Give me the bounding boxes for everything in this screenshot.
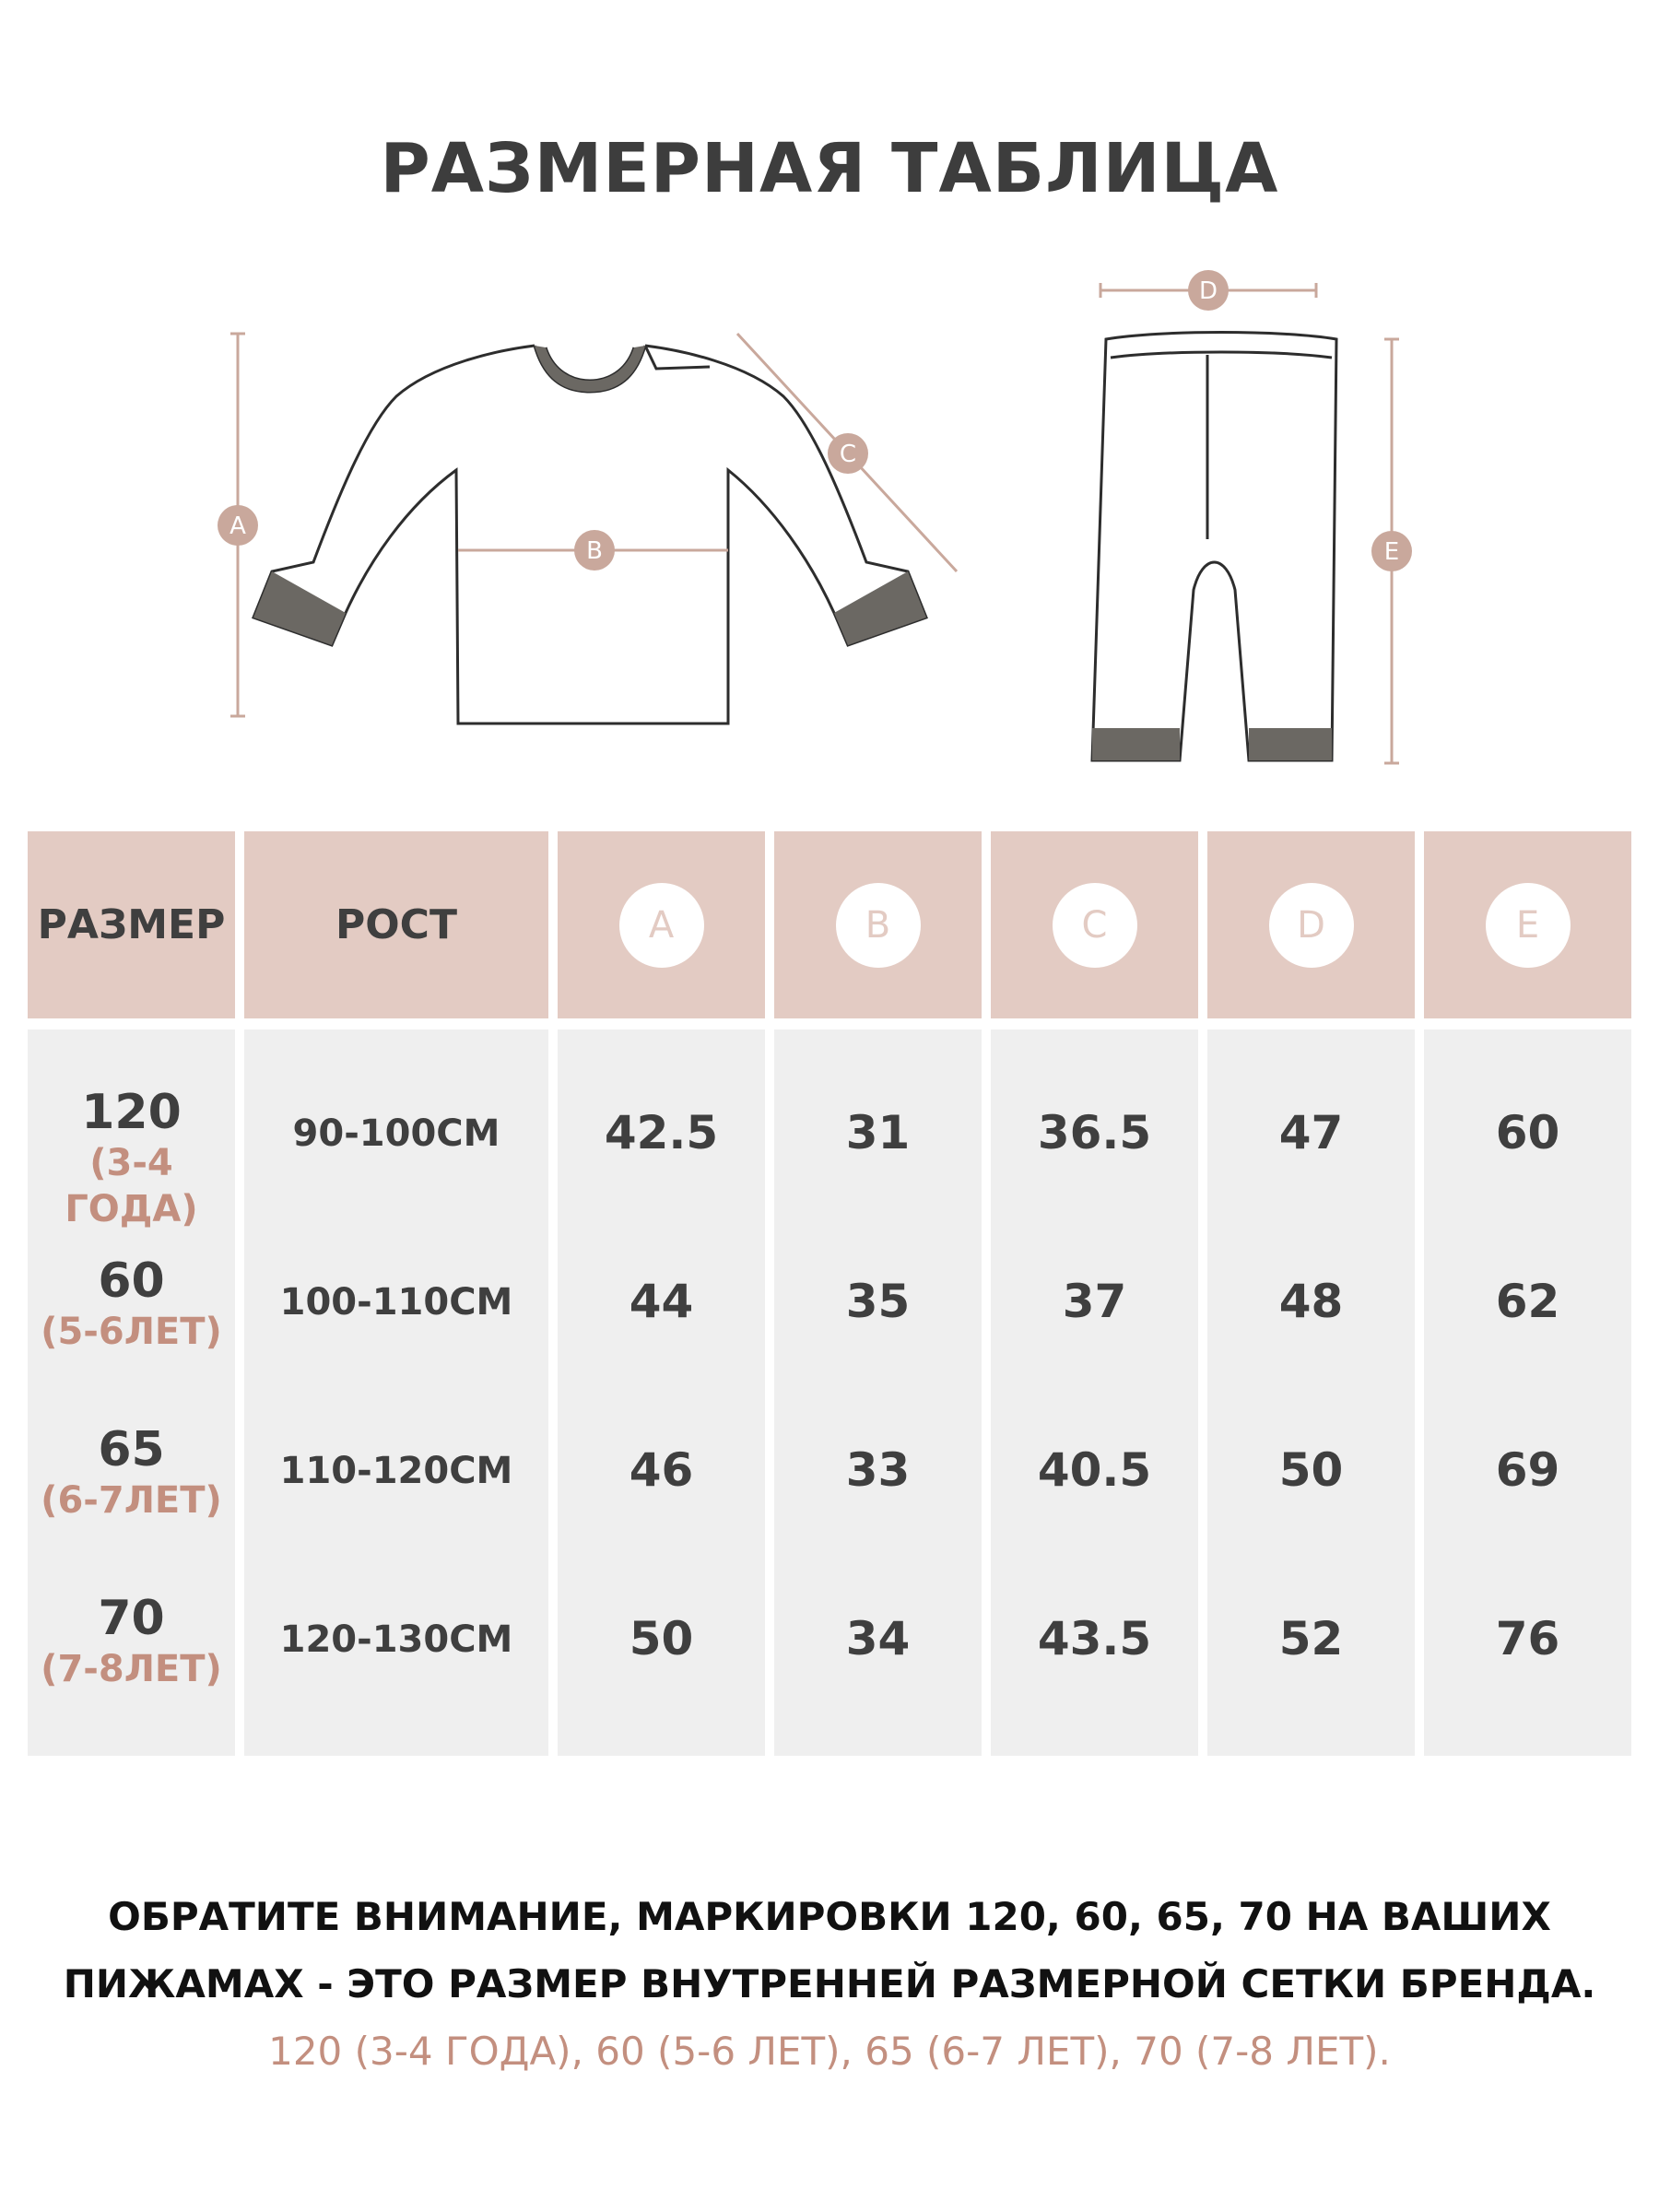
- table-cell: 36.5: [1037, 1106, 1152, 1159]
- note-line-1: ОБРАТИТЕ ВНИМАНИЕ, МАРКИРОВКИ 120, 60, 65, 70 НА ВАШИХ: [108, 1894, 1551, 1939]
- table-row-size: [28, 1591, 235, 1692]
- size-number: 60: [98, 1253, 165, 1309]
- table-cell: 37: [1062, 1275, 1127, 1328]
- table-cell: 76: [1495, 1612, 1560, 1665]
- left-ankle-trim: [1092, 728, 1180, 760]
- table-cell: 50: [1278, 1443, 1344, 1497]
- table-row-height: 100-110CM: [279, 1281, 513, 1324]
- header-b-badge: B: [836, 883, 921, 968]
- table-row-height: 120-130CM: [279, 1618, 513, 1661]
- table-cell: 43.5: [1037, 1612, 1152, 1665]
- header-a: [558, 831, 765, 1018]
- table-cell: 42.5: [604, 1106, 719, 1159]
- header-e: [1424, 831, 1631, 1018]
- header-b: [774, 831, 982, 1018]
- size-number: 70: [98, 1591, 165, 1646]
- label-e: E: [1383, 538, 1400, 566]
- header-a-badge: A: [619, 883, 704, 968]
- table-cell: 47: [1278, 1106, 1344, 1159]
- page-title: РАЗМЕРНАЯ ТАБЛИЦА: [380, 129, 1279, 208]
- table-cell: 33: [845, 1443, 911, 1497]
- table-cell: 46: [629, 1443, 694, 1497]
- table-row-height: 90-100CM: [292, 1112, 500, 1155]
- table-row-size: [28, 1422, 235, 1524]
- header-size-label: РАЗМЕР: [37, 901, 226, 948]
- header-d: [1207, 831, 1415, 1018]
- size-age: (3-4 ГОДА): [65, 1142, 198, 1230]
- shirt-collar-trim: [535, 346, 645, 392]
- right-ankle-trim: [1249, 728, 1332, 760]
- size-age: (5-6ЛЕТ): [41, 1311, 222, 1353]
- header-height: [244, 831, 548, 1018]
- table-row-size: [28, 1085, 235, 1232]
- note-line-3: 120 (3-4 ГОДА), 60 (5-6 ЛЕТ), 65 (6-7 ЛЕТ), 70 (7-8 ЛЕТ).: [268, 2029, 1391, 2074]
- size-age: (7-8ЛЕТ): [41, 1648, 222, 1690]
- label-d: D: [1198, 277, 1218, 305]
- table-cell: 69: [1495, 1443, 1560, 1497]
- label-c: C: [839, 441, 857, 468]
- garment-diagram: [0, 258, 1659, 793]
- label-b: B: [586, 537, 603, 565]
- header-size: [28, 831, 235, 1018]
- header-e-badge: E: [1486, 883, 1571, 968]
- header-c-badge: C: [1053, 883, 1137, 968]
- table-cell: 52: [1278, 1612, 1344, 1665]
- table-cell: 31: [845, 1106, 911, 1159]
- table-row-size: [28, 1253, 235, 1355]
- table-cell: 50: [629, 1612, 694, 1665]
- size-number: 120: [81, 1085, 182, 1140]
- table-cell: 40.5: [1037, 1443, 1152, 1497]
- table-cell: 48: [1278, 1275, 1344, 1328]
- size-number: 65: [98, 1422, 165, 1477]
- table-cell: 44: [629, 1275, 694, 1328]
- pants-drawing: [1092, 333, 1336, 761]
- table-row-height: 110-120CM: [279, 1450, 513, 1492]
- size-age: (6-7ЛЕТ): [41, 1479, 222, 1522]
- header-c: [991, 831, 1198, 1018]
- table-cell: 34: [845, 1612, 911, 1665]
- note-line-2: ПИЖАМАХ - ЭТО РАЗМЕР ВНУТРЕННЕЙ РАЗМЕРНОЙ СЕТКИ БРЕНДА.: [63, 1961, 1596, 2006]
- label-a: A: [229, 512, 246, 540]
- header-height-label: РОСТ: [335, 901, 457, 948]
- table-cell: 62: [1495, 1275, 1560, 1328]
- table-cell: 60: [1495, 1106, 1560, 1159]
- table-cell: 35: [845, 1275, 911, 1328]
- header-d-badge: D: [1269, 883, 1354, 968]
